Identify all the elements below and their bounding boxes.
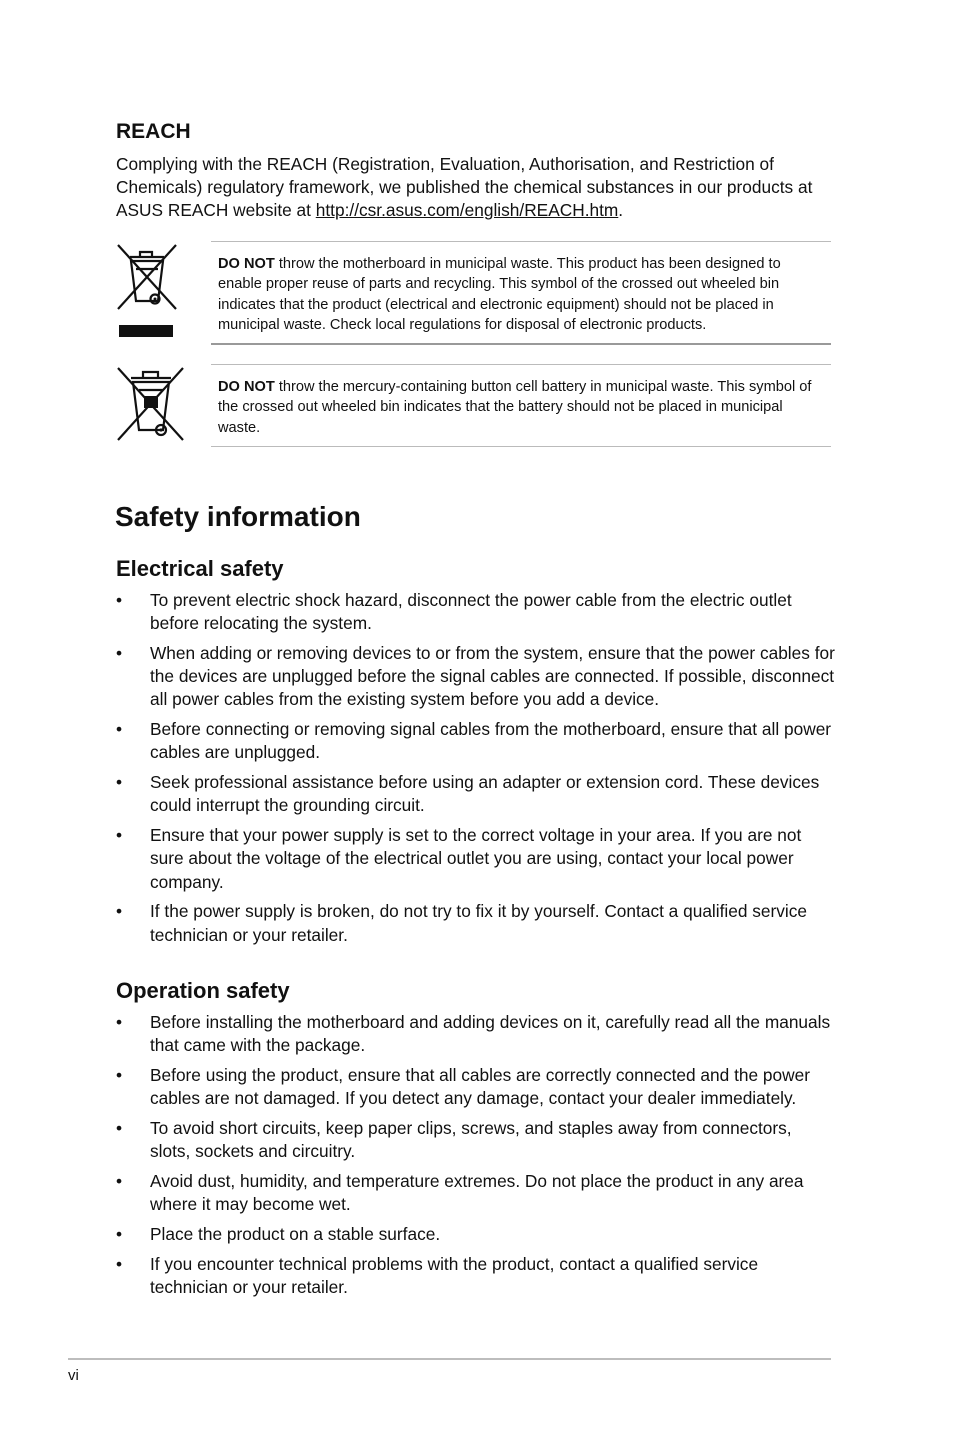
list-item	[116, 824, 836, 894]
list-item-text: To avoid short circuits, keep paper clips, screws, and staples away from connectors, slots, sockets and circuitry.	[150, 1118, 792, 1162]
list-item	[116, 1117, 836, 1163]
list-item-text: If you encounter technical problems with the product, contact a qualified service technician or your retailer.	[150, 1253, 759, 1297]
list-item	[116, 1223, 836, 1246]
operation-safety-heading: Operation safety	[116, 978, 290, 1003]
reach-paragraph-text: Complying with the REACH (Registration, Evaluation, Authorisation, and Restriction of Chemicals) regulatory framework, we published the chemical substances in our products at ASUS REACH website at	[116, 154, 813, 220]
bullet: •	[116, 1118, 123, 1138]
list-item	[116, 1170, 836, 1216]
bullet: •	[116, 825, 123, 846]
bullet: •	[116, 901, 123, 922]
list-item-text: To prevent electric shock hazard, disconnect the power cable from the electric outlet before relocating the system.	[150, 590, 792, 634]
note-emphasis: DO NOT	[218, 379, 275, 395]
note-box	[211, 241, 831, 345]
page-number: vi	[68, 1367, 79, 1384]
list-item-text: When adding or removing devices to or from the system, ensure that the power cables for the devices are unplugged before the signal cables are connected. If possible, disconnect all power cables from the existing system before you add a device.	[150, 643, 835, 710]
note-battery-disposal	[116, 364, 831, 447]
list-item-text: Before using the product, ensure that all cables are correctly connected and the power cables are not damaged. If you detect any damage, contact your dealer immediately.	[150, 1065, 810, 1109]
list-item	[116, 589, 836, 635]
list-item-text: Seek professional assistance before using an adapter or extension cord. These devices could interrupt the grounding circuit.	[150, 772, 820, 816]
bullet: •	[116, 1012, 123, 1032]
crossed-out-wheeled-bin-icon	[116, 366, 186, 446]
reach-heading: REACH	[116, 120, 191, 143]
list-item-text: If the power supply is broken, do not try to fix it by yourself. Contact a qualified service technician or your retailer.	[150, 901, 808, 945]
footer-divider	[68, 1358, 831, 1360]
list-item	[116, 642, 836, 712]
bullet: •	[116, 1171, 123, 1191]
note-text	[218, 377, 826, 438]
note-body: throw the motherboard in municipal waste. This product has been designed to enable proper reuse of parts and recycling. This symbol of the crossed out wheeled bin indicates that the product (electrical and electronic equipment) should not be placed in municipal waste. Check local regulations for disposal of electronic products.	[218, 256, 781, 333]
list-item-text: Before connecting or removing signal cables from the motherboard, ensure that all power cables are unplugged.	[150, 719, 832, 763]
list-item	[116, 771, 836, 817]
list-item-text: Before installing the motherboard and adding devices on it, carefully read all the manuals that came with the package.	[150, 1012, 831, 1056]
bullet: •	[116, 719, 123, 740]
list-item	[116, 1064, 836, 1110]
list-item-text: Avoid dust, humidity, and temperature extremes. Do not place the product in any area where it may become wet.	[150, 1171, 804, 1215]
reach-paragraph	[116, 153, 836, 222]
safety-information-title: Safety information	[115, 501, 361, 532]
note-text	[218, 254, 826, 335]
list-item-text: Ensure that your power supply is set to the correct voltage in your area. If you are not sure about the voltage of the electrical outlet you are using, contact your local power company.	[150, 825, 802, 892]
bullet: •	[116, 772, 123, 793]
bullet: •	[116, 643, 123, 663]
reach-paragraph-end: .	[618, 200, 624, 220]
list-item	[116, 1253, 836, 1299]
bullet: •	[116, 1224, 123, 1244]
list-item	[116, 718, 836, 764]
note-box	[211, 364, 831, 447]
bullet: •	[116, 590, 123, 610]
note-motherboard-disposal	[116, 241, 831, 344]
list-item	[116, 900, 836, 946]
electrical-safety-heading: Electrical safety	[116, 556, 284, 581]
operation-safety-list	[116, 1011, 836, 1306]
note-body: throw the mercury-containing button cell battery in municipal waste. This symbol of the crossed out wheeled bin indicates that the battery should not be placed in municipal waste.	[218, 379, 812, 436]
reach-link[interactable]: http://csr.asus.com/english/REACH.htm	[315, 200, 619, 220]
electrical-safety-list	[116, 589, 836, 953]
list-item-text: Place the product on a stable surface.	[150, 1224, 441, 1244]
list-item	[116, 1011, 836, 1057]
crossed-out-wheeled-bin-icon	[116, 243, 178, 341]
bullet: •	[116, 1065, 123, 1085]
bullet: •	[116, 1253, 123, 1274]
note-emphasis: DO NOT	[218, 256, 275, 272]
